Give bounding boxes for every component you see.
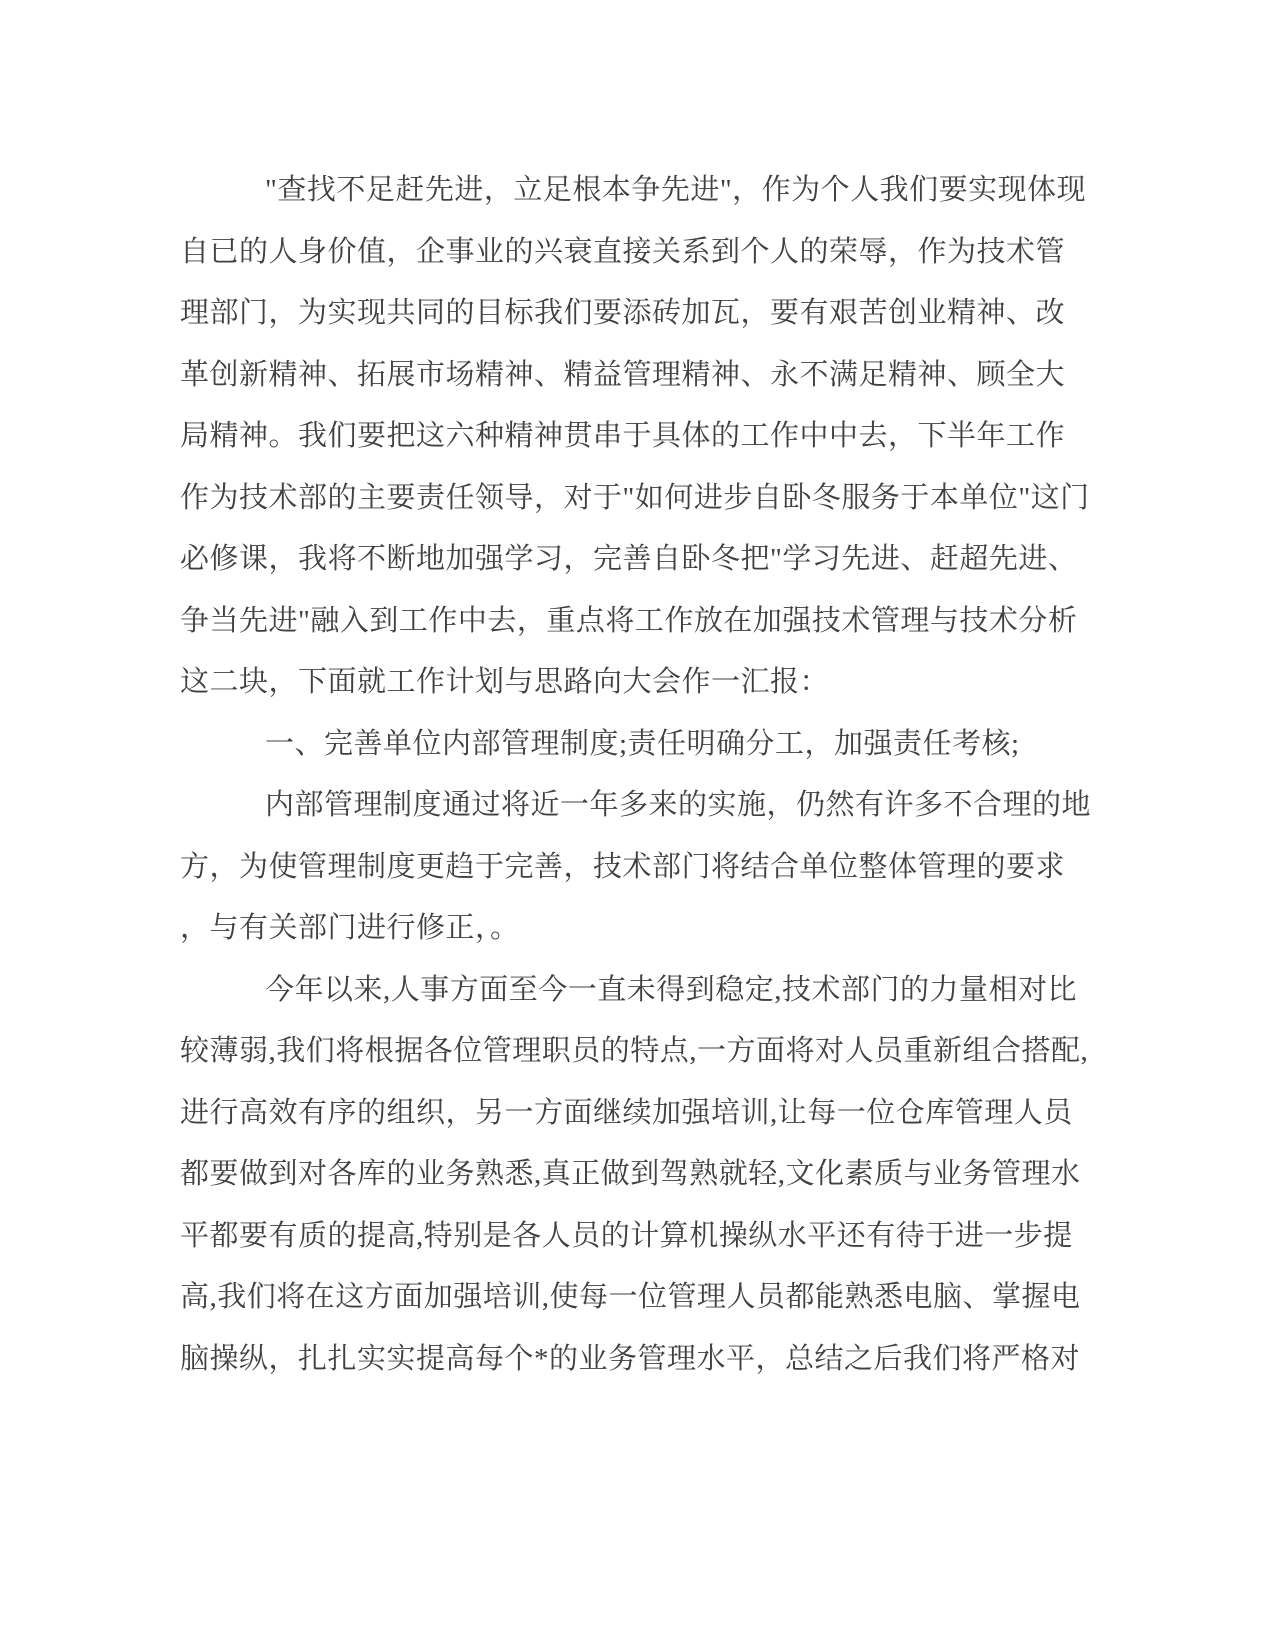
text-line: 必修课，我将不断地加强学习，完善自卧冬把"学习先进、赶超先进、: [180, 543, 1078, 575]
text-line: 作为技术部的主要责任领导，对于"如何进步自卧冬服务于本单位"这门: [180, 481, 1090, 514]
text-line: 进行高效有序的组织，另一方面继续加强培训,让每一位仓库管理人员: [180, 1096, 1073, 1129]
text-line: 革创新精神、拓展市场精神、精益管理精神、永不满足精神、顾全大: [180, 358, 1066, 391]
text-line: 自已的人身价值，企事业的兴衰直接关系到个人的荣辱，作为技术管: [180, 235, 1066, 268]
text-line: 内部管理制度通过将近一年多来的实施，仍然有许多不合理的地: [265, 789, 1092, 821]
document-body: [180, 160, 1092, 1390]
text-line: ，与有关部门进行修正，。: [180, 912, 520, 944]
text-line: 这二块，下面就工作计划与思路向大会作一汇报：: [180, 666, 830, 698]
text-line: 方，为使管理制度更趋于完善，技术部门将结合单位整体管理的要求: [180, 850, 1066, 883]
text-line: 都要做到对各库的业务熟悉,真正做到驾熟就轻,文化素质与业务管理水: [180, 1158, 1081, 1190]
text-line: 一、完善单位内部管理制度;责任明确分工，加强责任考核;: [265, 727, 1020, 760]
text-line: "查找不足赶先进，立足根本争先进"，作为个人我们要实现体现: [265, 174, 1087, 206]
text-line: 高,我们将在这方面加强培训,使每一位管理人员都能熟悉电脑、掌握电: [180, 1281, 1081, 1313]
text-line: 争当先进"融入到工作中去，重点将工作放在加强技术管理与技术分析: [180, 604, 1078, 637]
text-line: 理部门，为实现共同的目标我们要添砖加瓦，要有艰苦创业精神、改: [180, 297, 1066, 329]
text-line: 平都要有质的提高,特别是各人员的计算机操纵水平还有待于进一步提: [180, 1219, 1073, 1252]
text-line: 脑操纵，扎扎实实提高每个*的业务管理水平，总结之后我们将严格对: [180, 1342, 1081, 1375]
text-line: 较薄弱,我们将根据各位管理职员的特点,一方面将对人员重新组合搭配,: [180, 1035, 1089, 1067]
text-line: 局精神。我们要把这六种精神贯串于具体的工作中中去，下半年工作: [180, 420, 1066, 452]
text-line: 今年以来,人事方面至今一直未得到稳定,技术部门的力量相对比: [265, 973, 1078, 1006]
